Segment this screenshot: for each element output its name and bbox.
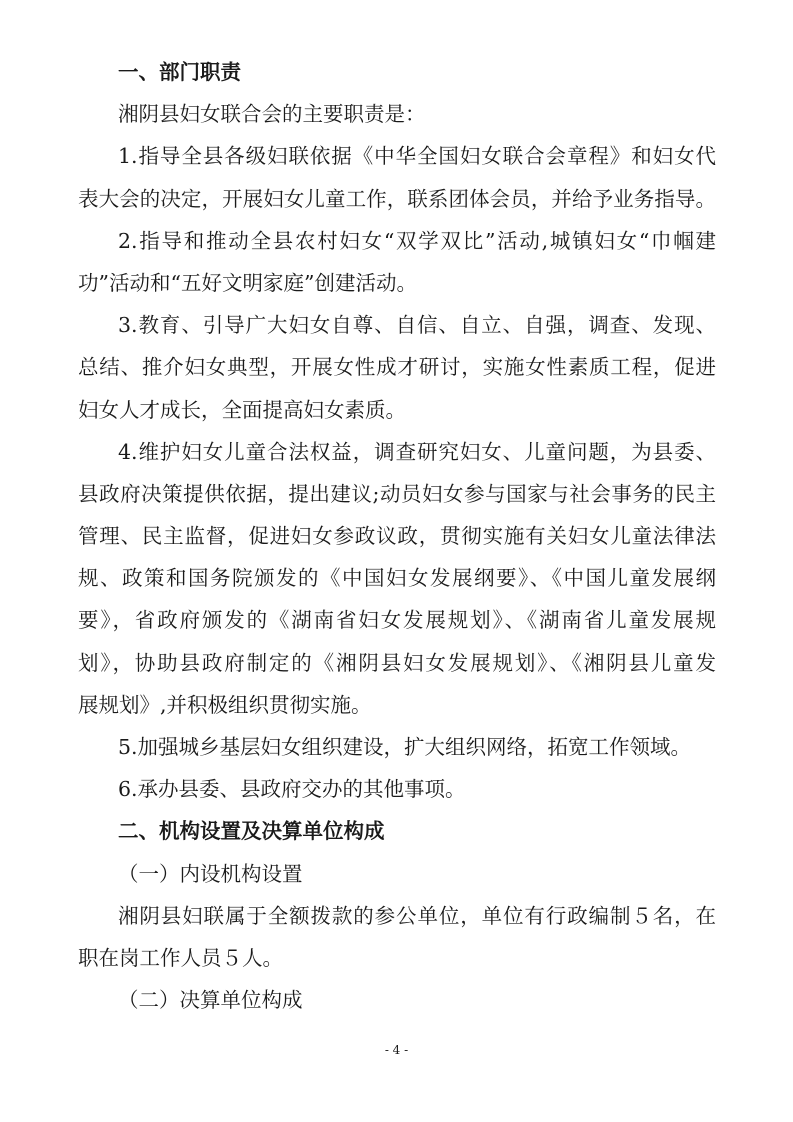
duty-item-6-line: 6.承办县委、县政府交办的其他事项。 — [118, 777, 466, 802]
duty-item-2-line: 2.指导和推动全县农村妇女“双学双比”活动,城镇妇女“巾帼建 — [118, 228, 716, 253]
subsection-heading-internal-structure: （一）内设机构设置 — [118, 861, 303, 886]
duty-item-5-line: 5.加强城乡基层妇女组织建设，扩大组织网络，拓宽工作领域。 — [118, 735, 692, 759]
duty-item-4-line: 管理、民主监督，促进妇女参政议政，贯彻实施有关妇女儿童法律法 — [78, 524, 716, 549]
page-body — [78, 51, 716, 1021]
duty-item-4 — [78, 431, 716, 726]
duty-item-4-line: 规、政策和国务院颁发的《中国妇女发展纲要》、《中国儿童发展纲 — [78, 566, 716, 591]
section-heading-organization: 二、机构设置及决算单位构成 — [118, 819, 385, 844]
internal-structure-line: 湘阴县妇联属于全额拨款的参公单位，单位有行政编制５名，在 — [118, 903, 716, 928]
duty-item-3-line: 妇女人才成长，全面提高妇女素质。 — [78, 397, 406, 422]
duty-item-4-line: 展规划》,并积极组织贯彻实施。 — [78, 692, 372, 717]
duty-item-3 — [78, 304, 716, 431]
internal-structure-line: 职在岗工作人员５人。 — [78, 945, 283, 970]
duty-item-1 — [78, 135, 716, 219]
section-heading-duties: 一、部门职责 — [118, 60, 241, 84]
duty-item-4-line: 4.维护妇女儿童合法权益，调查研究妇女、儿童问题，为县委、 — [118, 439, 716, 464]
duty-item-4-line: 划》，协助县政府制定的《湘阴县妇女发展规划》、《湘阴县儿童发 — [78, 650, 716, 675]
duty-item-1-line: 表大会的决定，开展妇女儿童工作，联系团体会员，并给予业务指导。 — [78, 186, 716, 211]
duty-item-5 — [78, 726, 716, 768]
duty-item-4-line: 县政府决策提供依据，提出建议;动员妇女参与国家与社会事务的民主 — [78, 481, 716, 506]
internal-structure-paragraph — [78, 895, 716, 979]
duty-item-1-line: 1.指导全县各级妇联依据《中华全国妇女联合会章程》和妇女代 — [118, 144, 716, 169]
page-number: - 4 - — [384, 1043, 409, 1057]
subsection-heading-budget-units: （二）决算单位构成 — [118, 988, 303, 1013]
duty-item-3-line: 总结、推介妇女典型，开展女性成才研讨，实施女性素质工程，促进 — [78, 355, 716, 380]
duties-intro: 湘阴县妇女联合会的主要职责是： — [118, 102, 426, 127]
duty-item-2 — [78, 220, 716, 304]
duty-item-2-line: 功”活动和“五好文明家庭”创建活动。 — [78, 270, 417, 295]
duty-item-4-line: 要》，省政府颁发的《湖南省妇女发展规划》、《湖南省儿童发展规 — [78, 608, 716, 633]
duty-item-6 — [78, 768, 716, 810]
duty-item-3-line: 3.教育、引导广大妇女自尊、自信、自立、自强，调查、发现、 — [118, 313, 716, 338]
